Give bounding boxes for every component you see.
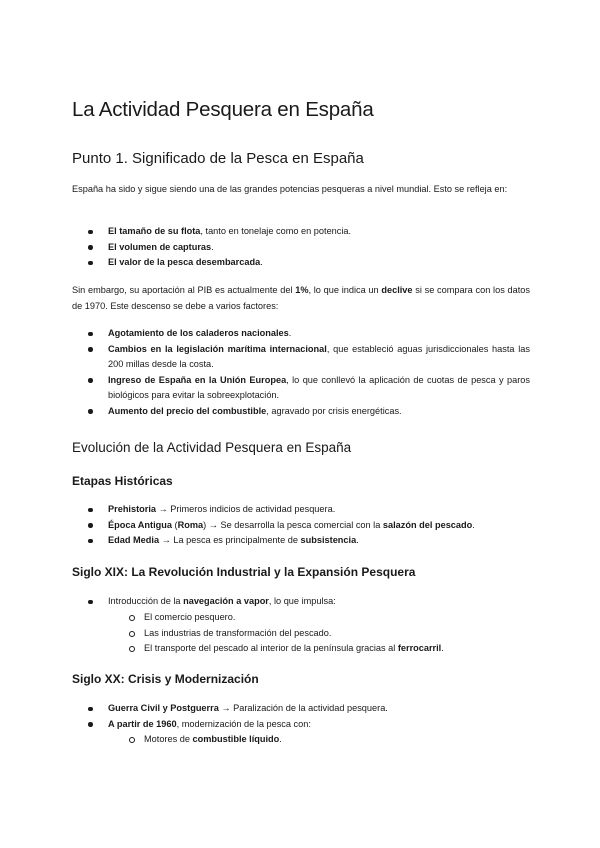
list-item: El volumen de capturas. [108,240,530,256]
list-item: Edad Media → La pesca es principalmente de subsistencia. [108,533,530,549]
sub-bullet-icon [129,615,135,621]
bullet-icon [88,409,93,414]
list-item: El valor de la pesca desembarcada. [108,255,530,271]
sub-bullet-icon [129,631,135,637]
sub-bullet-list-siglo-xx [144,732,530,748]
sub-bullet-list-siglo-xix [144,610,530,657]
intro-paragraph: España ha sido y sigue siendo una de las grandes potencias pesqueras a nivel mundial. Esto se refleja en: [72,184,508,194]
bullet-icon [88,230,93,235]
bullet-icon [88,347,93,352]
bullet-icon [88,722,93,727]
bullet-list-siglo-xix [108,594,530,610]
subheading-etapas: Etapas Históricas [72,474,173,488]
bullet-list-reflejo [108,224,530,271]
list-item: Cambios en la legislación marítima internacional, que estableció aguas jurisdiccionales hasta las 200 millas desde la costa. [108,342,530,373]
bullet-icon [88,378,93,383]
bullet-icon [88,332,93,337]
list-item: El transporte del pescado al interior de la península gracias al ferrocarril. [144,641,530,657]
list-item: Introducción de la navegación a vapor, lo que impulsa: [108,594,530,610]
pib-paragraph: Sin embargo, su aportación al PIB es actualmente del 1%, lo que indica un declive si se compara con los datos de 1970. Este descenso se debe a varios factores: [72,285,530,311]
section-heading-evolucion: Evolución de la Actividad Pesquera en España [72,440,352,455]
section-heading-significado: Punto 1. Significado de la Pesca en España [72,150,364,167]
list-item: El tamaño de su flota, tanto en tonelaje como en potencia. [108,224,530,240]
list-item: Ingreso de España en la Unión Europea, lo que conllevó la aplicación de cuotas de pesca y paros biológicos para evitar la sobreexplotación. [108,373,530,404]
list-item: Motores de combustible líquido. [144,732,530,748]
bullet-icon [88,245,93,250]
bullet-list-siglo-xx [108,701,530,732]
bullet-icon [88,508,93,513]
list-item: Las industrias de transformación del pescado. [144,626,530,642]
sub-bullet-icon [129,737,135,743]
list-item: El comercio pesquero. [144,610,530,626]
subheading-siglo-xix: Siglo XIX: La Revolución Industrial y la Expansión Pesquera [72,565,416,579]
bullet-list-etapas [108,502,530,549]
bullet-icon [88,707,93,712]
list-item: Prehistoria → Primeros indicios de actividad pesquera. [108,502,530,518]
list-item: Aumento del precio del combustible, agravado por crisis energéticas. [108,404,530,420]
sub-bullet-icon [129,646,135,652]
list-item: Guerra Civil y Postguerra → Paralización de la actividad pesquera. [108,701,530,717]
list-item: Época Antigua (Roma) → Se desarrolla la pesca comercial con la salazón del pescado. [108,518,530,534]
bullet-icon [88,261,93,266]
bullet-icon [88,539,93,544]
subheading-siglo-xx: Siglo XX: Crisis y Modernización [72,672,259,686]
bullet-icon [88,600,93,605]
list-item: A partir de 1960, modernización de la pesca con: [108,717,530,733]
bullet-icon [88,523,93,528]
document-title: La Actividad Pesquera en España [72,98,374,121]
list-item: Agotamiento de los caladeros nacionales. [108,326,530,342]
bullet-list-factores [108,326,530,419]
